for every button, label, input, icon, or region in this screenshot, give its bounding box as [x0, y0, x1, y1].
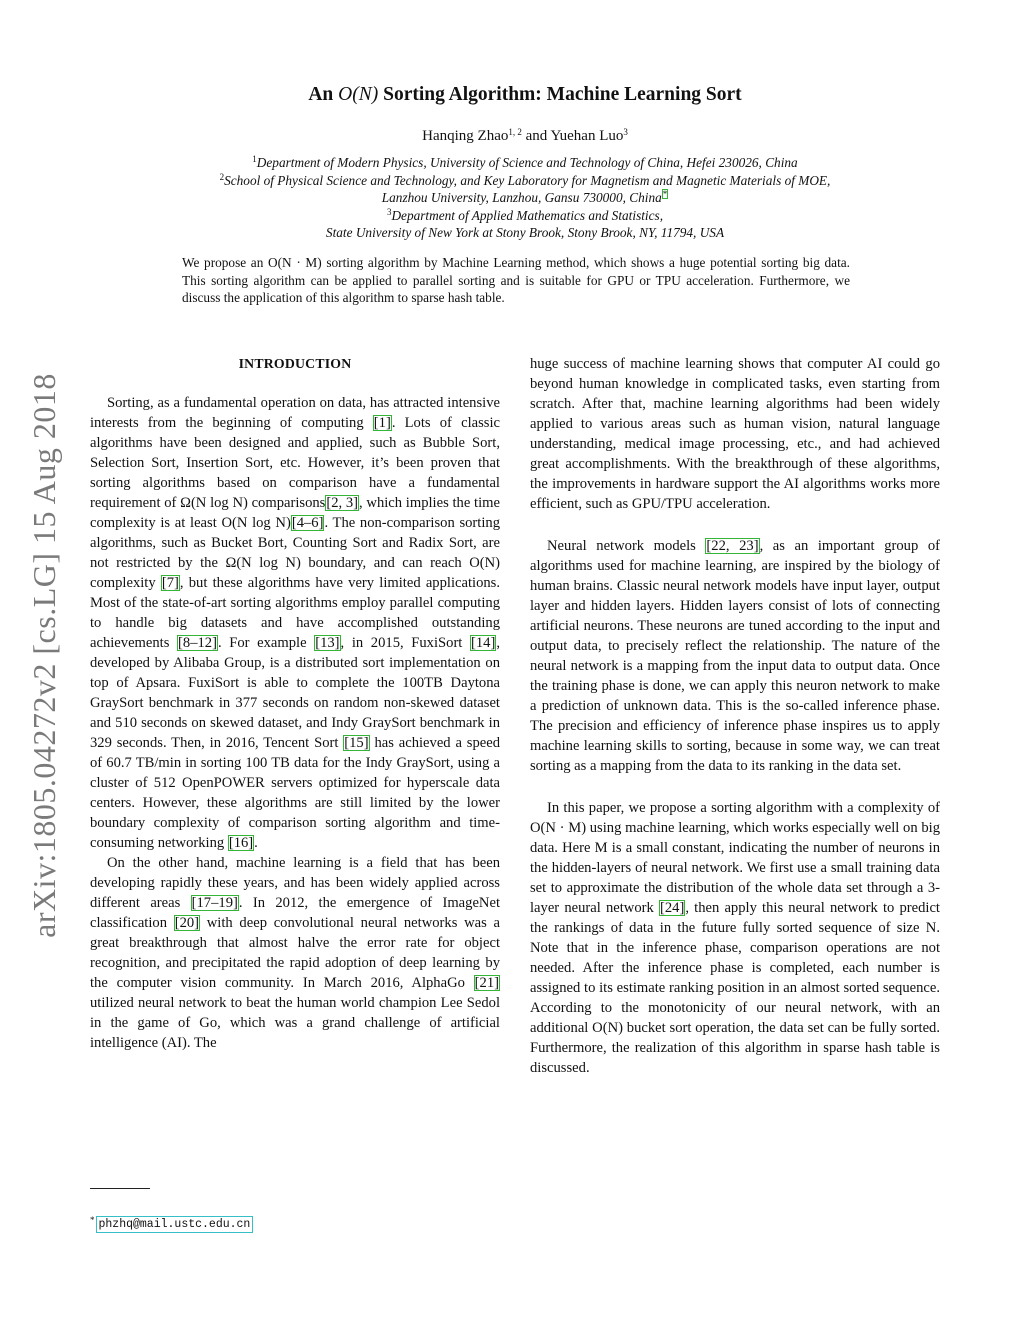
- citation-link[interactable]: [1]: [373, 415, 391, 431]
- arxiv-sidebar: [8, 345, 80, 965]
- section-heading: INTRODUCTION: [238, 356, 352, 371]
- citation-link[interactable]: [24]: [659, 900, 685, 916]
- affiliations: [90, 154, 960, 242]
- affiliation: $^3$Department of Applied Mathematics and Statistics,: [386, 206, 664, 223]
- author-name: Yuehan Luo: [550, 128, 624, 144]
- right-column: [530, 354, 940, 1078]
- citation-link[interactable]: [16]: [228, 835, 254, 851]
- paragraph: Neural network models [22, 23], as an important group of algorithms used for machine learning, are inspired by the biology of human brains. Classic neural network models have input layer, output layer and hidden layers. Hidden layers consist of lots of connecting artificial neurons. These neurons are tuned according to the input and output data, to precisely reflect the relationship. The nature of the neural network is a mapping from the input data to output data. Once the training phase is done, we can apply this neuron network to make a prediction of unknown data. This is the so-called inference phase. The precision and efficiency of inference phase inspires us to apply machine learning skills to sorting, because in some way, we can treat sorting as a mapping from the data to its ranking in the data set.: [530, 538, 940, 774]
- citation-link[interactable]: [13]: [315, 635, 340, 651]
- paragraph: In this paper, we propose a sorting algorithm with a complexity of O(N · M) using machine learning, which works especially well on big data. Here M is a small constant, indicating the number of neurons in the hidden-layers of neural network. We first use a small training data set to approximate the distribution of the whole data set through a 3-layer neural network [24], then apply this neural network to predict the rankings of data in the future fully sorted sequence of size N. Note that in the inference phase, comparison operations are not needed. After the inference phase is completed, each number is assigned to its estimate ranking position in an almost sorted sequence. According to the monotonicity of our neural network, with an additional O(N) bucket sort operation, the data set can be fully sorted. Furthermore, the realization of this algorithm in sparse hash table is discussed.: [530, 800, 940, 1076]
- footnote-link[interactable]: *: [662, 189, 668, 200]
- author-list: Hanqing Zhao$^{1, 2}$ and Yuehan Luo$^3$: [422, 127, 628, 144]
- citation-link[interactable]: [20]: [174, 915, 200, 931]
- citation-link[interactable]: [7]: [161, 575, 179, 591]
- footnote-mark: *: [90, 1215, 95, 1225]
- citation-link[interactable]: [15]: [344, 735, 369, 751]
- citation-link[interactable]: [22, 23]: [706, 538, 759, 554]
- affiliation: Lanzhou University, Lanzhou, Gansu 730000, China*: [381, 189, 668, 206]
- citation-link[interactable]: [21]: [474, 975, 499, 991]
- arxiv-identifier: arXiv:1805.04272v2 [cs.LG] 15 Aug 2018: [25, 372, 62, 938]
- citation-link[interactable]: [17–19]: [191, 895, 238, 911]
- email-link[interactable]: phzhq@mail.ustc.edu.cn: [98, 1218, 251, 1231]
- affiliation: $^2$School of Physical Science and Technology, and Key Laboratory for Magnetism and Magnetic Materials of MOE,: [219, 171, 831, 188]
- paragraph: Sorting, as a fundamental operation on data, has attracted intensive interests from the beginning of computing [1]. Lots of classic algorithms have been designed and applied, such as Bubble Sort, Selection Sort, Insertion Sort, etc. However, it’s been proven that sorting algorithms based on comparison have a fundamental requirement of Ω(N log N) comparisons[2, 3], which implies the time complexity is at least O(N log N)[4–6]. The non-comparison sorting algorithms, such as Bucket Bort, Counting Sort and Radix Sort, are not restricted by the Ω(N log N) boundary, and can reach O(N) complexity [7], but these algorithms have very limited applications. Most of the state-of-art sorting algorithms employ parallel computing to handle big datasets and have accomplished outstanding achievements [8–12]. For example [13], in 2015, FuxiSort [14], developed by Alibaba Group, is a distributed sort implementation on top of Apsara. FuxiSort is able to complete the 100TB Daytona GraySort benchmark in 377 seconds on random non-skewed dataset and 510 seconds on skewed dataset, and Indy GraySort benchmark in 329 seconds. Then, in 2016, Tencent Sort [15] has achieved a speed of 60.7 TB/min in sorting 100 TB data for the Indy GraySort, using a cluster of 512 OpenPOWER servers optimized for hyperscale data centers. However, these algorithms are still limited by the lower boundary complexity of comparison sorting algorithm and time-consuming networking [16].: [90, 395, 500, 851]
- abstract: We propose an O(N · M) sorting algorithm by Machine Learning method, which shows a huge potential sorting big data. This sorting algorithm can be applied to parallel sorting and is suitable for GPU or TPU acceleration. Furthermore, we discuss the application of this algorithm to sparse hash table.: [182, 255, 850, 305]
- author-name: Hanqing Zhao: [422, 128, 509, 144]
- paragraph: On the other hand, machine learning is a field that has been developing rapidly these years, and has been widely applied across different areas [17–19]. In 2012, the emergence of ImageNet classification [20] with deep convolutional neural networks was a great breakthrough that almost halve the error rate for object recognition, and precipitated the rapid adoption of deep learning by the computer vision community. In March 2016, AlphaGo [21] utilized neural network to beat the human world champion Lee Sedol in the game of Go, which was a grand challenge of artificial intelligence (AI). The: [90, 855, 500, 1051]
- citation-link[interactable]: [8–12]: [178, 635, 217, 651]
- left-column: [90, 354, 500, 1053]
- footnote-rule: [90, 1188, 150, 1189]
- affiliation: $^1$Department of Modern Physics, University of Science and Technology of China, Hefei 230026, China: [252, 154, 798, 170]
- paper-title: An O(N) Sorting Algorithm: Machine Learning Sort: [308, 84, 742, 105]
- affiliation: State University of New York at Stony Brook, Stony Brook, NY, 11794, USA: [325, 225, 725, 241]
- paragraph: huge success of machine learning shows that computer AI could go beyond human knowledge in complicated tasks, even starting from scratch. After that, machine learning algorithms had been widely applied to various areas such as human vision, natural language understanding, medical image processing, etc., and had achieved great accomplishments. With the breakthrough of these algorithms, the improvements in hardware support the AI algorithms works more efficient, such as GPU/TPU acceleration.: [530, 356, 940, 512]
- citation-link[interactable]: [4–6]: [291, 515, 324, 531]
- citation-link[interactable]: [14]: [471, 635, 496, 651]
- citation-link[interactable]: [2, 3]: [326, 495, 359, 511]
- footnote: [90, 1215, 251, 1231]
